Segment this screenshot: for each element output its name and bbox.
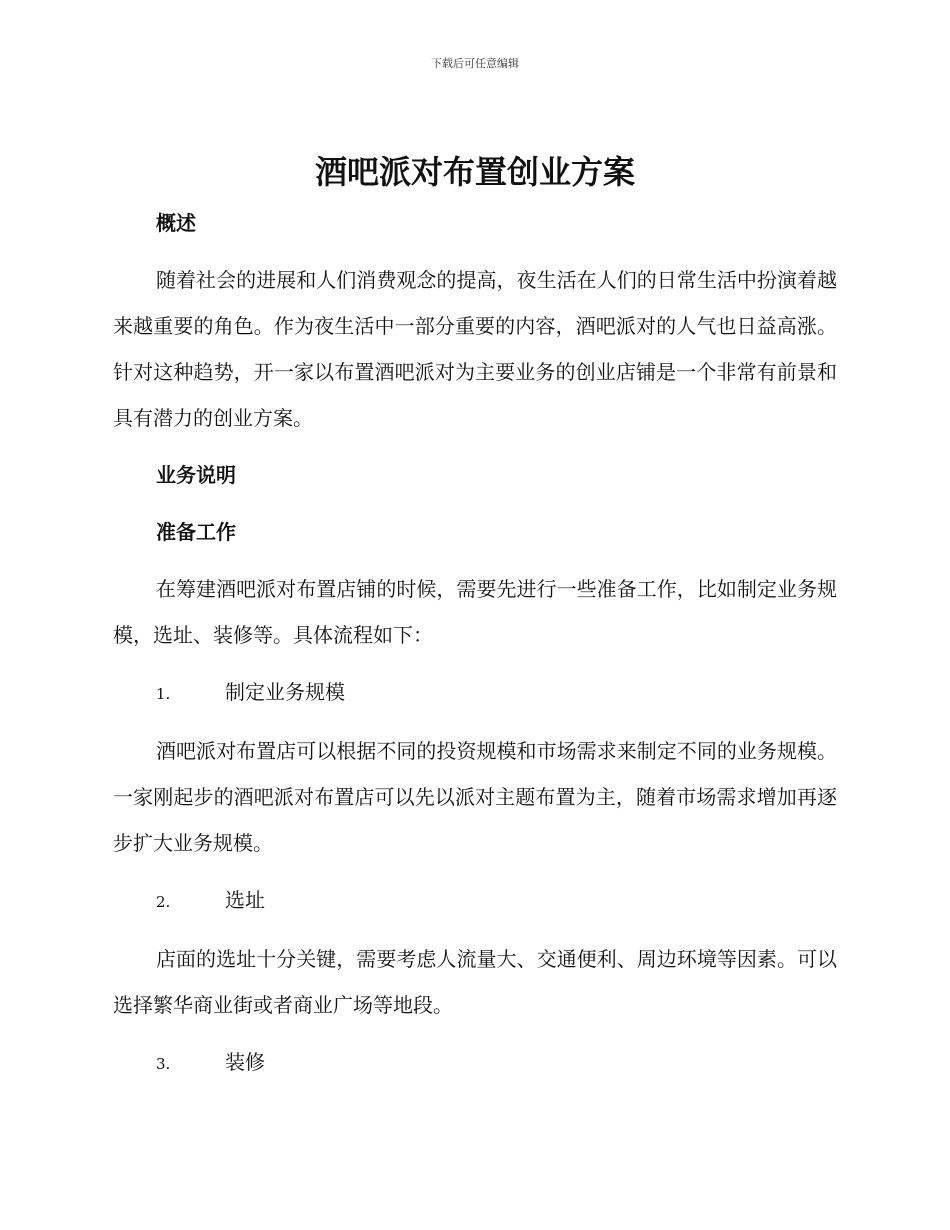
header-note: 下载后可任意编辑 xyxy=(431,57,519,70)
section-heading-preparation: 准备工作 xyxy=(156,520,236,544)
list-item xyxy=(113,669,837,717)
list-number: 1. xyxy=(156,685,171,703)
list-item-paragraph: 酒吧派对布置店可以根据不同的投资规模和市场需求来制定不同的业务规模。一家刚起步的酒吧派对布置店可以先以派对主题布置为主，随着市场需求增加再逐步扩大业务规模。 xyxy=(113,739,837,855)
list-label: 装修 xyxy=(225,1050,265,1074)
section-heading-overview: 概述 xyxy=(156,211,196,235)
list-label: 选址 xyxy=(225,888,265,912)
list-number: 3. xyxy=(156,1055,171,1073)
list-number: 2. xyxy=(156,893,171,911)
list-item xyxy=(113,877,837,925)
overview-paragraph: 随着社会的进展和人们消费观念的提高，夜生活在人们的日常生活中扮演着越来越重要的角色。作为夜生活中一部分重要的内容，酒吧派对的人气也日益高涨。针对这种趋势，开一家以布置酒吧派对为主要业务的创业店铺是一个非常有前景和具有潜力的创业方案。 xyxy=(113,268,837,430)
list-item xyxy=(113,1039,837,1087)
list-label: 制定业务规模 xyxy=(225,680,345,704)
list-item-paragraph: 店面的选址十分关键，需要考虑人流量大、交通便利、周边环境等因素。可以选择繁华商业街或者商业广场等地段。 xyxy=(113,947,837,1017)
preparation-paragraph: 在筹建酒吧派对布置店铺的时候，需要先进行一些准备工作，比如制定业务规模，选址、装修等。具体流程如下： xyxy=(113,577,837,647)
section-heading-business: 业务说明 xyxy=(156,463,236,487)
document-body xyxy=(113,200,837,1098)
document-title: 酒吧派对布置创业方案 xyxy=(314,153,635,191)
